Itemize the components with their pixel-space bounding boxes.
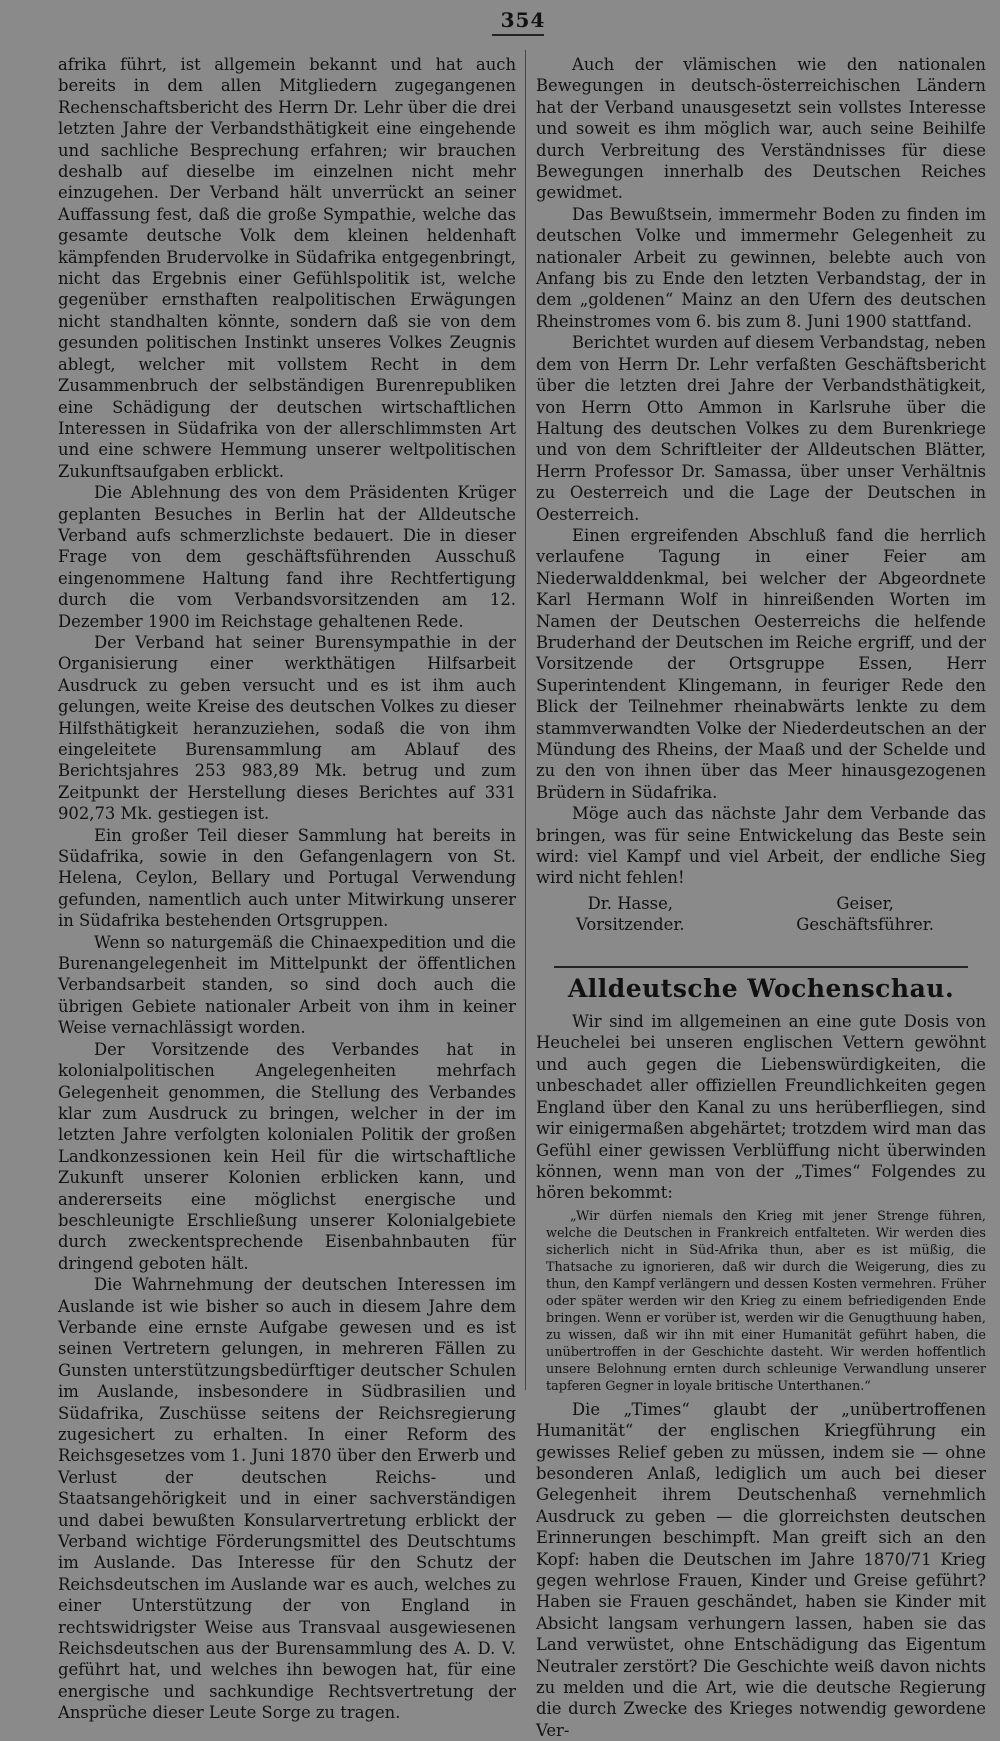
- right-column: [536, 54, 986, 1741]
- paragraph: Möge auch das nächste Jahr dem Verbande das bringen, was für seine Entwickelung das Beste sein wird: viel Kampf und viel Arbeit, der endliche Sieg wird nicht fehlen!: [536, 804, 986, 888]
- signature-block: [536, 889, 986, 936]
- signature-chair: [576, 893, 685, 936]
- paragraph: Die „Times“ glaubt der „unübertroffenen Humanität“ der englischen Kriegführung ein gewisses Relief geben zu müssen, indem sie — ohne besonderen Anlaß, lediglich um auch bei dieser Gelegenheit ihrem Deutschenhaß vernehmlich Ausdruck zu geben — die glorreichsten deutschen Erinnerungen beschimpft. Man greift sich an den Kopf: haben die Deutschen im Jahre 1870/71 Krieg gegen wehrlose Frauen, Kinder und Greise geführt? Haben sie Frauen geschändet, haben sie Kinder mit Absicht langsam verhungern lassen, haben sie das Land verwüstet, ohne Entschädigung das Eigentum Neutraler zerstört? Die Geschichte weiß davon nichts zu melden und die Art, wie die deutsche Regierung die durch Zwecke des Krieges notwendig gewordene Ver-: [536, 1399, 986, 1740]
- paragraph: Das Bewußtsein, immermehr Boden zu finden im deutschen Volke und immermehr Gelegenheit zu nationaler Arbeit zu gewinnen, belebte auch von Anfang bis zu Ende den letzten Verbandstag, der in dem „goldenen“ Mainz an den Ufern des deutschen Rheinstromes vom 6. bis zum 8. Juni 1900 stattfand.: [536, 204, 986, 331]
- signature-role: Vorsitzender.: [576, 915, 685, 935]
- page-number: 354: [500, 8, 546, 32]
- paragraph: Ein großer Teil dieser Sammlung hat bereits in Südafrika, sowie in den Gefangenlagern von St. Helena, Ceylon, Bellary und Portugal Verwendung gefunden, namentlich auch unter Mitwirkung unserer in Südafrika bestehenden Ortsgruppen.: [58, 825, 516, 931]
- left-column: [58, 54, 516, 1724]
- paragraph: Auch der vlämischen wie den nationalen Bewegungen in deutsch-österreichischen Ländern hat der Verband unausgesetzt sein vollstes Interesse und soweit es ihm möglich war, auch seine Beihilfe durch Verbreitung des Verständnisses für diese Bewegungen innerhalb des Deutschen Reiches gewidmet.: [536, 55, 986, 203]
- paragraph: Wenn so naturgemäß die Chinaexpedition und die Burenangelegenheit im Mittelpunkt der öffentlichen Verbandsarbeit standen, so sind doch auch die übrigen Gebiete nationaler Arbeit von ihm in keiner Weise vernachlässigt worden.: [58, 932, 516, 1038]
- paragraph: Die Wahrnehmung der deutschen Interessen im Auslande ist wie bisher so auch in diesem Jahre dem Verbande eine ernste Aufgabe gewesen und es ist seinen Vertretern gelungen, in mehreren Fällen zu Gunsten unterstützungsbedürftiger deutscher Schulen im Auslande, insbesondere in Südbrasilien und Südafrika, Zuschüsse seitens der Reichsregierung zugesichert zu erhalten. In einer Reform des Reichsgesetzes vom 1. Juni 1870 über den Erwerb und Verlust der deutschen Reichs- und Staatsangehörigkeit und in einer sachverständigen und dabei bewußten Konsularvertretung erblickt der Verband wichtige Förderungsmittel des Deutschtums im Auslande. Das Interesse für den Schutz der Reichsdeutschen im Auslande war es auch, welches zu einer Unterstützung der von England in rechtswidrigster Weise aus Transvaal ausgewiesenen Reichsdeutschen aus der Burensammlung des A. D. V. geführt hat, und welches ihn bewogen hat, für eine energische und sachkundige Rechtsvertretung der Ansprüche dieser Leute Sorge zu tragen.: [58, 1275, 516, 1723]
- section-divider: [554, 966, 968, 968]
- signature-name: Dr. Hasse,: [587, 893, 673, 913]
- paragraph: Der Vorsitzende des Verbandes hat in kolonialpolitischen Angelegenheiten mehrfach Gelegenheit genommen, die Stellung des Verbandes klar zum Ausdruck zu bringen, welcher in der im letzten Jahre verfolgten kolonialen Politik der großen Landkonzessionen kein Heil für die wirtschaftliche Zukunft unserer Kolonien erblicken kann, und andererseits eine möglichst energische und beschleunigte Erschließung unserer Kolonialgebiete durch zweckentsprechende Eisenbahnbauten für dringend geboten hält.: [58, 1039, 516, 1273]
- signature-role: Geschäftsführer.: [796, 915, 934, 935]
- paragraph: Der Verband hat seiner Burensympathie in der Organisierung einer werkthätigen Hilfsarbeit Ausdruck zu geben versucht und es ist ihm auch gelungen, weite Kreise des deutschen Volkes zu dieser Hilfsthätigkeit heranzuziehen, sodaß die von ihm eingeleitete Burensammlung am Ablauf des Berichtsjahres 253 983,89 Mk. betrug und zum Zeitpunkt der Herstellung dieses Berichtes auf 331 902,73 Mk. gestiegen ist.: [58, 632, 516, 824]
- paragraph: Berichtet wurden auf diesem Verbandstag, neben dem von Herrn Dr. Lehr verfaßten Geschäftsbericht über die letzten drei Jahre der Verbandsthätigkeit, von Herrn Otto Ammon in Karlsruhe über die Haltung des deutschen Volkes zu dem Burenkriege und von dem Schriftleiter der Alldeutschen Blätter, Herrn Professor Dr. Samassa, über unser Verhältnis zu Oesterreich und die Lage der Deutschen in Oesterreich.: [536, 333, 986, 524]
- quote-text: „Wir dürfen niemals den Krieg mit jener Strenge führen, welche die Deutschen in Frankreich entfalteten. Wir werden dies sicherlich nicht in Süd-Afrika thun, aber es ist müßig, die Thatsache zu ignorieren, daß wir durch die Weigerung, dies zu thun, den Kampf verlängern und dessen Kosten vermehren. Früher oder später werden wir den Krieg zu einem befriedigenden Ende bringen. Wenn er vorüber ist, werden wir die Genugthuung haben, zu wissen, daß wir ihn mit einer Humanität geführt haben, die unübertroffen in der Geschichte dasteht. Wir werden hoffentlich unsere Belohnung ernten durch schleunige Verwandlung unserer tapferen Gegner in loyale britische Unterthanen.“: [546, 1208, 986, 1394]
- page-number-underline: [492, 34, 544, 36]
- section-heading: Alldeutsche Wochenschau.: [567, 973, 955, 1003]
- paragraph: afrika führt, ist allgemein bekannt und hat auch bereits in dem allen Mitgliedern zugegangenen Rechenschaftsbericht des Herrn Dr. Lehr über die drei letzten Jahre der Verbandsthätigkeit eine eingehende und sachliche Besprechung erfahren; wir brauchen deshalb auf dieselbe im einzelnen nicht mehr einzugehen. Der Verband hält unverrückt an seiner Auffassung fest, daß die große Sympathie, welche das gesamte deutsche Volk dem kleinen heldenhaft kämpfenden Brudervolke in Südafrika entgegenbringt, nicht das Ergebnis einer Gefühlspolitik ist, welche gegenüber ernsthaften realpolitischen Erwägungen nicht standhalten könnte, sondern daß sie von dem gesunden politischen Instinkt unseres Volkes Zeugnis ablegt, welcher mit vollstem Recht in dem Zusammenbruch der selbständigen Burenrepubliken eine Schädigung der deutschen wirtschaftlichen Interessen in Südafrika von der allerschlimmsten Art und eine schwere Hemmung unserer weltpolitischen Zukunftsaufgaben erblickt.: [58, 55, 516, 481]
- signature-name: Geiser,: [836, 893, 894, 913]
- paragraph: Wir sind im allgemeinen an eine gute Dosis von Heuchelei bei unseren englischen Vettern gewöhnt und auch gegen die Liebenswürdigkeiten, die unbeschadet aller offiziellen Freundlichkeiten gegen England über den Kanal zu uns herüberfliegen, sind wir einigermaßen abgehärtet; trotzdem wird man das Gefühl einer gewissen Verblüffung nicht überwinden können, wenn man von der „Times“ Folgendes zu hören bekommt:: [536, 1012, 986, 1203]
- paragraph: Die Ablehnung des von dem Präsidenten Krüger geplanten Besuches in Berlin hat der Alldeutsche Verband aufs schmerzlichste bedauert. Die in dieser Frage von dem geschäftsführenden Ausschuß eingenommene Haltung fand ihre Rechtfertigung durch die vom Verbandsvorsitzenden am 12. Dezember 1900 im Reichstage gehaltenen Rede.: [58, 483, 516, 631]
- paragraph: Einen ergreifenden Abschluß fand die herrlich verlaufene Tagung in einer Feier am Niederwalddenkmal, bei welcher der Abgeordnete Karl Hermann Wolf in hinreißenden Worten im Namen der Deutschen Oesterreichs die helfende Bruderhand der Deutschen im Reiche ergriff, und der Vorsitzende der Ortsgruppe Essen, Herr Superintendent Klingemann, in feuriger Rede den Blick der Teilnehmer rheinabwärts lenkte zu dem stammverwandten Volke der Niederdeutschen an der Mündung des Rheins, der Maaß und der Schelde und zu den von ihnen über das Meer hinausgezogenen Brüdern in Südafrika.: [536, 525, 986, 802]
- column-divider: [525, 50, 526, 1390]
- signature-manager: [796, 893, 934, 936]
- times-quote: [546, 1208, 986, 1395]
